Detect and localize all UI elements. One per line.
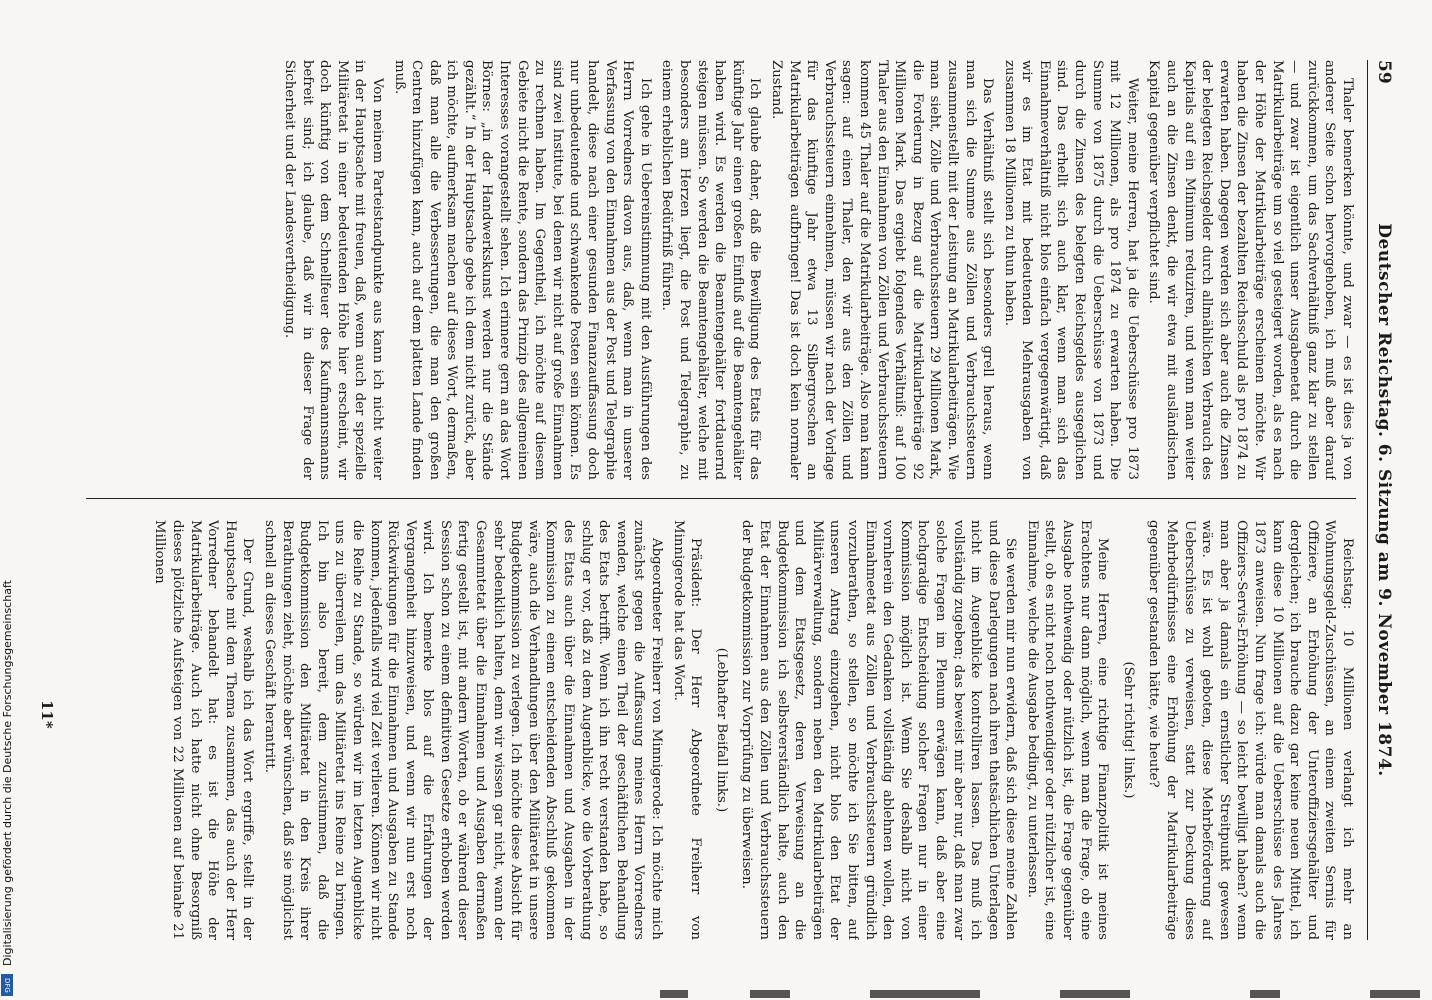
paragraph: Das Verhältniß stellt sich besonders grell heraus, wenn man sich die Summe aus Zöllen und Verbrauchssteuern zusammenstellt mit der Leistung an Matrikularbeiträgen. Wie man sieht, Zölle und Verbrauchssteuern 29 Millionen Mark, die Forderung in Bezug auf die Matrikularbeiträge 92 Millionen Mark. Das ergiebt folgendes Verhältniß: auf 100 Thaler aus den Einnahmen von Zöllen und Verbrauchssteuern kommen 45 Thaler auf die Matrikularbeiträge. Also man kann sagen: auf einen Thaler, den wir aus den Zöllen und Verbrauchssteuern einnehmen, müssen wir nach der Vorlage für das künftige Jahr etwa 13 Silbergroschen an Matrikularbeiträgen aufbringen! Das ist doch kein normaler Zustand. bbox=[769, 60, 996, 480]
paragraph: Weiter, meine Herren, hat ja die Ueberschüsse pro 1873 mit 12 Millionen, als pro 1874 zu erwarten haben. Die Summe von 1875 durch die Ueberschüsse von 1873 und durch die Zinsen des belegten Reichsgeldes ausgeglichen sind. Das erhellt sich auch klar, wenn man sich das Einnahmeverhältniß nicht blos einfach vergegenwärtigt, daß wir es im Etat mit bedeutenden Mehrausgaben von zusammen 18 Millionen zu thun haben. bbox=[1001, 60, 1140, 480]
paragraph: Der Grund, weshalb ich das Wort ergriffe, stellt in der Hauptsache mit dem Thema zusammen, das auch der Herr Vorredner behandelt hat: es ist die Höhe der Matrikularbeiträge. Auch ich hatte nicht ohne Besorgniß dieses plötzliche Aufsteigen von 22 Millionen auf beinahe 21 Millionen bbox=[152, 520, 256, 940]
page-header bbox=[1367, 60, 1394, 940]
credit-strip bbox=[0, 0, 16, 1000]
paragraph: Präsident: Der Herr Abgeordnete Freiherr von Minnigerode hat das Wort. bbox=[670, 520, 704, 940]
scan-mark bbox=[1060, 990, 1130, 998]
scan-mark bbox=[1370, 990, 1420, 998]
paragraph: Sie werden mir nun erwidern, daß sich diese meine Zahlen und diese Darlegungen nach ihren thatsächlichen Unterlagen nicht im Augenblicke kontrolliren lassen. Das muß ich vollständig zugeben; das beweist mir aber nur, daß man zwar solche Fragen im Plenum erwägen kann, daß aber eine hochgradige Entscheidung solcher Fragen nur in einer Kommission möglich ist. Wenn Sie deshalb nicht von vornherein den Gedanken vollständig ablehnen wollen, den Einnahmeetat aus Zöllen und Verbrauchssteuern gründlich vorzuberathen, so stellen, so möchte ich Sie bitten, auf unseren Antrag einzugehen, nicht blos den Etat der Militärverwaltung, sondern neben den Matrikularbeiträgen und dem Etatsgesetz, deren Verweisung an die Budgetkommission ich selbstverständlich halte, auch den Etat der Einnahmen aus den Zöllen und Verbrauchssteuern der Budgetkommission zur Vorprüfung zu überweisen. bbox=[739, 520, 1019, 940]
scan-mark bbox=[870, 990, 980, 998]
paragraph: Abgeordneter Freiherr von Minnigerode: Ich möchte mich zunächst gegen die Auffassung meines Herrn Vorredners wenden, welche einen Theil der geschäftlichen Behandlung des Etats betrifft. Wenn ich ihn recht verstanden habe, so schlug er vor, daß zu dem Augenblicke, wo die Vorberathung des Etats auch über die Einnahmen und Ausgaben in der Kommission zu einem entscheidenden Abschluß gekommen wäre, auch die Verhandlungen über den Militäretat in unsere Budgetkommission zu verlegen. Ich möchte diese Absicht für sehr bedenklich halten, denn wir wissen gar nicht, wann der Gesammtetat über die Einnahmen und Ausgaben dermaßen fertig gestellt ist, mit andern Worten, ob er während dieser Session schon zu einem definitiven Gesetze erhoben werden wird. Ich bemerke blos auf die Erfahrungen der Vergangenheit hinzuweisen, und wenn wir nun erst noch Rückwirkungen für die Einnahmen und Ausgaben zu Stande kommen, jedenfalls wird viel Zeit verlieren. Können wir nicht die Reihe zu Stande, so würden wir im letzten Augenblicke uns zu überreilen, um das Militäretat ins Reine zu bringen. Ich bin also bereit, dem zuzustimmen, daß die Budgetkommission den Militäretat in den Kreis ihrer Berathungen zieht, möchte aber wünschen, daß sie möglichst schnell an dieses Geschäft herantritt. bbox=[261, 520, 665, 940]
paragraph: Reichstag: 10 Millionen verlangt ich mehr an Wohnungsgeld-Zuschüssen, an einem zweiten Sernis für Offiziere, an Erhöhung der Unteroffiziersgehälter und dergleichen; ich brauche dazu gar keine neuen Mittel, ich kann diese 10 Millionen auf die Ueberschüsse des Jahres 1873 anweisen. Nun frage ich: würde man damals auch die Offiziers-Servis-Erhöhung — so leicht bewilligt haben? wenn man aber ja damals ein ernstlicher Streitpunkt gewesen wäre. Es ist wohl geboten, diese Mehrbeförderung auf Ueberschüsse zu verweisen, statt zur Deckung dieses Mehrbedürfnisses eine Erhöhung der Matrikularbeiträge gegenüber gestanden hätte, wie heute? bbox=[1146, 520, 1355, 940]
scan-mark bbox=[1250, 990, 1280, 998]
right-column bbox=[56, 520, 1356, 940]
dfg-logo: DFG bbox=[1, 974, 13, 996]
rotated-page bbox=[16, 0, 1416, 1000]
paragraph: Meine Herren, eine richtige Finanzpolitik ist meines Erachtens nur dann möglich, wenn man die Frage, ob eine Ausgabe nothwendig oder nützlich ist, die Frage gegenüber stellt, ob es nicht noch nothwendiger oder nützlicher ist, eine Einnahme, welche die Ausgabe bedingt, zu unterlassen. bbox=[1024, 520, 1111, 940]
scan-mark bbox=[750, 990, 790, 998]
paragraph: Ich glaube daher, daß die Bewilligung des Etats für das künftige Jahr einen großen Einfluß auf die Beamtengehälter haben wird. Es werden die Beamtengehälter fortdauernd steigen müssen. So werden die Beamtengehälter, welche mit besonders am Herzen liegt, die Post und Telegraphie, zu einem erheblichen Bedürfniß führen. bbox=[659, 60, 763, 480]
interjection: (Sehr richtig! links.) bbox=[1120, 661, 1136, 799]
edge-scan-marks bbox=[640, 990, 1432, 1000]
interjection: (Lebhafter Beifall links.) bbox=[713, 647, 729, 813]
paragraph: Von meinem Parteistandpunkte aus kann ich nicht weiter in der Hauptsache mit freuen, daß, wenn auch der spezielle Militäretat in einer bedeutenden Höhe hier erscheint, wir doch künftig von dem Schnellfeuer des Kaufmannsmanns befreit sind; ich glaube, daß wir in dieser Frage der Sicherheit und der Landesvertheidigung. bbox=[281, 60, 385, 480]
paragraph: Thaler bemerken könnte, und zwar — es ist dies ja von anderer Seite schon hervorgehoben, ich muß aber darauf zurückkommen, um das Sachverhältniß ganz klar zu stellen — und zwar ist eigentlich unser Ausgabenetat durch die Matrikularbeiträge um so viel gesteigert worden, als es nach der Höhe der Matrikularbeiträge erscheinen möchte. Wir haben die Zinsen der bezahlten Reichsschuld als pro 1874 zu erwarten haben. Dagegen werden sich aber auch die Zinsen der belegten Reichsgelder durch allmählichen Verbrauch des Kapitals auf ein Minimum reduziren, und wenn man weiter auch an die Zinsen denkt, die wir etwa mit ausländischen Kapital gegenüber verpflichtet sind. bbox=[1146, 60, 1355, 480]
dfg-credit-text: Digitalisierung gefördert durch die Deutsche Forschungsgemeinschaft bbox=[1, 580, 14, 966]
scan-mark bbox=[660, 990, 688, 998]
column-divider bbox=[86, 498, 1356, 499]
paragraph: Ich gehe in Uebereinstimmung mit den Ausführungen des Herrn Vorredners davon aus, daß, wenn man in unserer Verfassung von den Einnahmen aus der Post und Telegraphie handelt, diese nach einer gesunden Finanzauffassung doch nur unbedeutende und schwankende Posten sein können. Es sind zwei Institute, bei denen wir nicht auf große Einnahmen zu rechnen haben. Im Gegentheil, ich möchte auf diesem Gebiete nicht die Rente, sondern das Prinzip des allgemeinen Interesses vorangestellt sehen. Ich erinnere gern an das Wort Börnes: „in der Handwerkskunst werden nur die Stände gezählt.“ In der Hauptsache gebe ich dem nicht zurück, aber ich möchte, aufmerksam machen auf dieses Wort, dermaßen, daß man alle die Verbesserungen, die man den großen Centren hinzufügen kann, auch auf dem platten Lande finden muß. bbox=[391, 60, 653, 480]
left-column bbox=[56, 60, 1356, 480]
running-title: Deutscher Reichstag. 6. Sitzung am 9. November 1874. bbox=[1374, 223, 1394, 777]
page-number: 59 bbox=[1374, 60, 1394, 84]
signature-mark: 11* bbox=[38, 700, 56, 729]
